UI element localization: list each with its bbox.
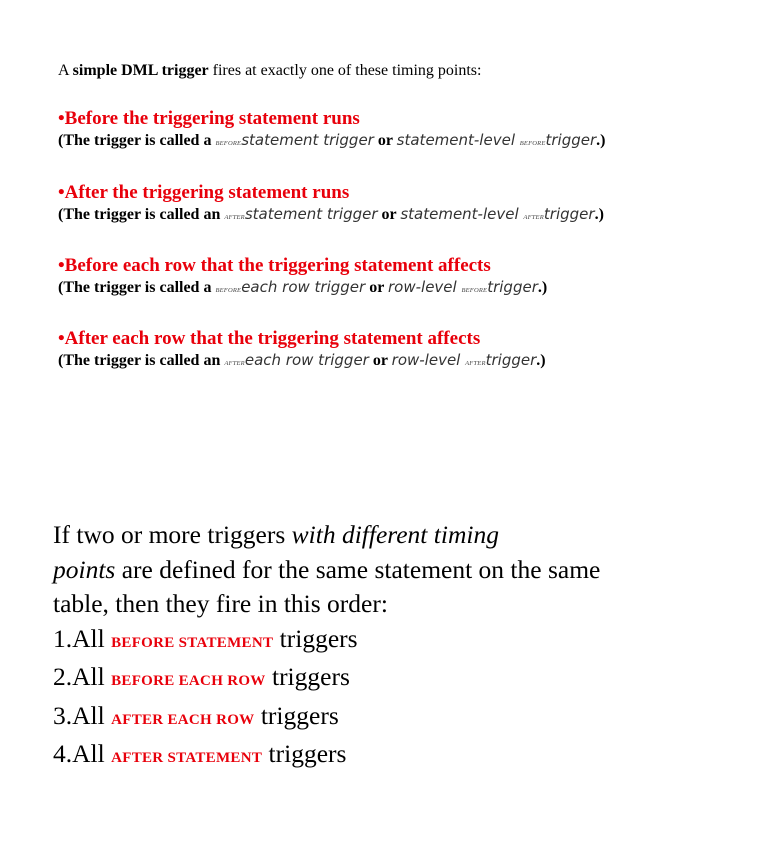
- note-lead: (The trigger is called an: [58, 352, 225, 369]
- order-text: are defined for the same statement on the same: [115, 554, 601, 584]
- note-term: statement trigger: [244, 205, 378, 223]
- note-lead: (The trigger is called a: [58, 132, 216, 149]
- step-keyword: BEFORE EACH ROW: [111, 673, 266, 689]
- step-keyword: AFTER STATEMENT: [111, 750, 263, 766]
- note-or: or: [365, 279, 388, 296]
- intro-prefix: A: [58, 62, 73, 79]
- note-term-end: trigger: [543, 205, 595, 223]
- order-step-3: [53, 699, 753, 738]
- order-emphasis: with different timing: [291, 520, 499, 549]
- timing-point-note: [58, 350, 546, 374]
- step-suffix: triggers: [265, 662, 350, 691]
- note-or: or: [377, 206, 401, 223]
- note-close: .): [594, 206, 604, 223]
- note-keyword: BEFORE: [461, 287, 488, 294]
- note-keyword: AFTER: [523, 214, 544, 221]
- note-term-end: trigger: [545, 131, 597, 149]
- note-or: or: [373, 132, 397, 149]
- note-term: each row trigger: [241, 278, 366, 296]
- note-or: or: [368, 352, 392, 369]
- note-term-alt: row-level: [391, 351, 466, 369]
- note-keyword: AFTER: [224, 360, 245, 367]
- timing-point-4: [58, 327, 546, 374]
- step-number: 1.All: [53, 623, 112, 653]
- note-lead: (The trigger is called a: [58, 279, 216, 296]
- note-term: statement trigger: [241, 131, 374, 149]
- timing-point-heading: •After the triggering statement runs: [58, 182, 350, 203]
- step-number: 2.All: [53, 662, 112, 691]
- step-number: 3.All: [53, 700, 112, 730]
- order-intro-line-1: [53, 518, 753, 553]
- timing-point-note: [58, 277, 547, 301]
- note-keyword: BEFORE: [215, 287, 242, 294]
- intro-bold-term: simple DML trigger: [72, 62, 209, 79]
- note-keyword: BEFORE: [215, 140, 242, 147]
- order-emphasis: points: [53, 554, 116, 584]
- note-term-alt: statement-level: [396, 131, 520, 149]
- note-lead: (The trigger is called an: [58, 206, 225, 223]
- step-number: 4.All: [53, 739, 112, 768]
- timing-point-heading: •After each row that the triggering statement affects: [58, 328, 481, 349]
- order-step-1: [53, 622, 753, 661]
- note-term: each row trigger: [244, 351, 369, 369]
- intro-suffix: fires at exactly one of these timing points:: [208, 62, 482, 79]
- timing-point-note: [58, 130, 605, 154]
- timing-point-note: [58, 204, 604, 228]
- note-keyword: BEFORE: [519, 140, 546, 147]
- timing-point-1: [58, 107, 605, 154]
- note-keyword: AFTER: [465, 360, 486, 367]
- step-keyword: AFTER EACH ROW: [111, 711, 255, 728]
- step-keyword: BEFORE STATEMENT: [111, 634, 274, 651]
- step-suffix: triggers: [273, 623, 358, 653]
- firing-order-section: [53, 518, 753, 776]
- order-intro-line-2: [53, 553, 753, 588]
- step-suffix: triggers: [262, 739, 347, 768]
- order-text: If two or more triggers: [53, 520, 292, 549]
- order-step-2: [53, 660, 753, 699]
- note-close: .): [596, 132, 606, 149]
- order-step-4: [53, 737, 753, 776]
- timing-point-heading: •Before each row that the triggering statement affects: [58, 255, 491, 276]
- timing-point-3: [58, 254, 547, 301]
- note-term-alt: row-level: [388, 278, 462, 296]
- timing-point-heading: •Before the triggering statement runs: [58, 108, 360, 129]
- order-intro-line-3: table, then they fire in this order:: [53, 589, 388, 618]
- timing-point-2: [58, 181, 604, 228]
- note-term-alt: statement-level: [400, 205, 524, 223]
- intro-sentence: [58, 62, 481, 80]
- note-close: .): [536, 352, 546, 369]
- step-suffix: triggers: [254, 700, 339, 730]
- note-close: .): [537, 279, 548, 296]
- note-term-end: trigger: [487, 278, 538, 296]
- note-keyword: AFTER: [224, 214, 245, 221]
- note-term-end: trigger: [485, 351, 537, 369]
